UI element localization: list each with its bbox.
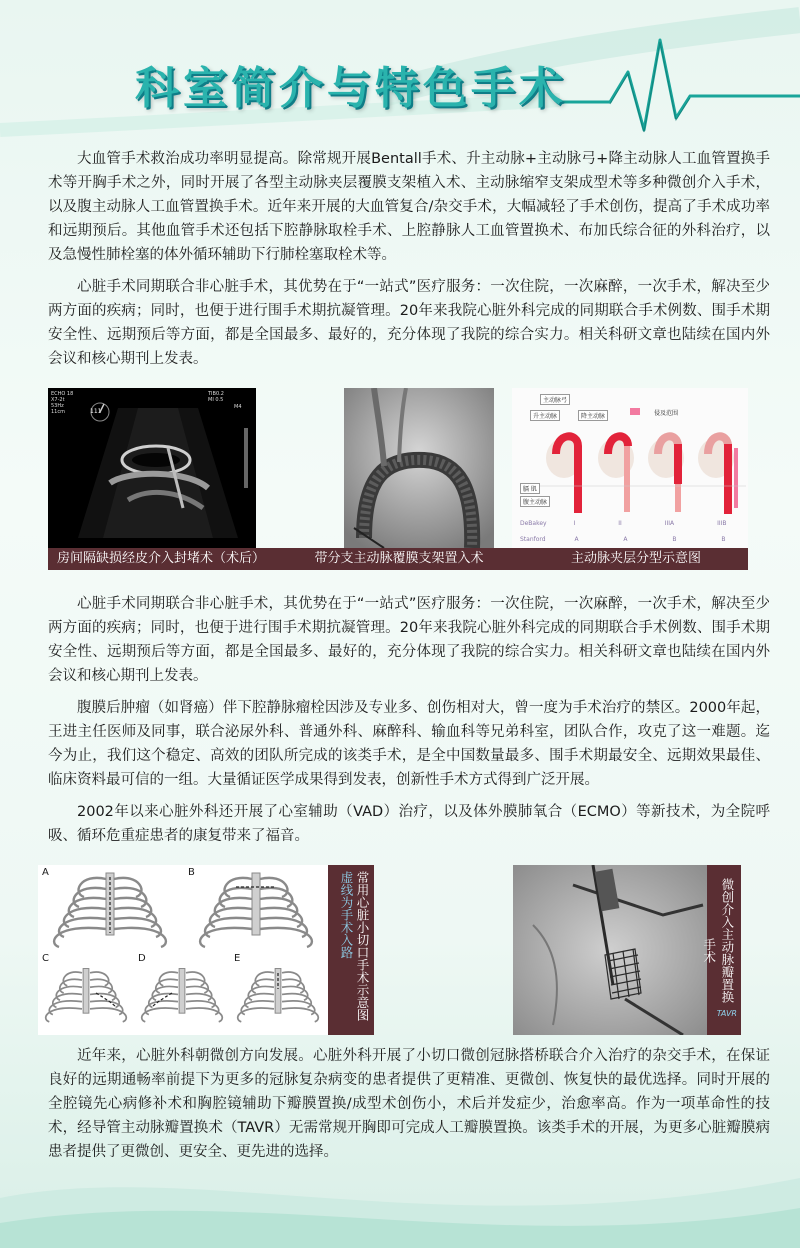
echo-overlay-left: ECHO 18 X7-2t 53Hz 11cm: [51, 391, 74, 415]
intro-paragraph-combined-surgery: 心脏手术同期联合非心脏手术，其优势在于“一站式”医疗服务：一次住院，一次麻醉，一次手术，解决至少两方面的疾病；同时，也便于进行围手术期抗凝管理。20年来我院心脏外科完成的同期联合手术例数、围手术期安全性、远期预后等方面，都是全国最多、最好的，充分体现了我院的综合实力。相关科研文章也陆续在国内外会议和核心期刊上发表。: [48, 279, 770, 367]
row-label-stanford: Stanford: [520, 536, 546, 543]
echo-image: [48, 388, 256, 548]
panel-letter-c: C: [42, 953, 49, 964]
panel-letter-e: E: [234, 953, 241, 964]
tavr-caption: 微创介入主动脉瓣置换 TAVR 手术: [707, 865, 741, 1035]
ribcage-panel-5: [238, 969, 319, 1022]
page-title: 科室简介与特色手术: [135, 63, 567, 114]
label-aortic-arch: 主动脉弓: [540, 394, 570, 405]
ribcage-caption-note: 虚线为手术入路: [339, 871, 354, 959]
echo-overlay-right: TIB0.2 MI 0.5: [208, 391, 224, 403]
legend-extent: 侵及范围: [654, 410, 679, 417]
row-label-debakey: DeBakey: [520, 520, 547, 527]
tavr-tag: TAVR: [716, 1009, 737, 1019]
intro-paragraph-aorta: 大血管手术救治成功率明显提高。除常规开展Bentall手术、升主动脉+主动脉弓+降主动脉人工血管置换手术等开胸手术之外，同时开展了各型主动脉夹层覆膜支架植入术、主动脉缩窄支架成型术等多种微创介入手术，以及腹主动脉人工血管置换手术。近年来开展的大血管复合/杂交手术，大幅减轻了手术创伤，提高了手术成功率和远期预后。其他血管手术还包括下腔静脉取栓手术、上腔静脉人工血管置换术、布加氏综合征的外科治疗，以及急慢性肺栓塞的体外循环辅助下行肺栓塞取栓术等。: [48, 151, 770, 263]
stanford-types: A A B B: [574, 536, 726, 543]
debakey-types: I II IIIA IIIB: [573, 520, 727, 527]
ribcage-panel-2: [200, 873, 312, 947]
aortic-dissection-diagram: [512, 388, 748, 548]
paragraph-combined-surgery-repeat: 心脏手术同期联合非心脏手术，其优势在于“一站式”医疗服务：一次住院，一次麻醉，一次手术，解决至少两方面的疾病；同时，也便于进行围手术期抗凝管理。20年来我院心脏外科完成的同期联合手术例数、围手术期安全性、远期预后等方面，都是全国最多、最好的，充分体现了我院的综合实力。相关科研文章也陆续在国内外会议和核心期刊上发表。: [48, 596, 770, 684]
ribcage-panel-1: [54, 873, 166, 947]
figure-caption-bar: [48, 548, 748, 570]
ribcage-panel-4: [142, 969, 223, 1022]
panel-letter-d: D: [138, 953, 146, 964]
ribcage-caption: 常用心脏小切口手术示意图 虚线为手术入路: [328, 865, 374, 1035]
caption-echo: 房间隔缺损经皮介入封堵术（术后）: [56, 551, 265, 566]
label-abdominal-aorta: 腹主动脉: [520, 496, 550, 507]
label-diaphragm: 膈 肌: [520, 483, 540, 494]
caption-stent: 带分支主动脉覆膜支架置入术: [314, 551, 484, 566]
paragraph-minimally-invasive: 近年来，心脏外科朝微创方向发展。心脏外科开展了小切口微创冠脉搭桥联合介入治疗的杂交手术，在保证良好的远期通畅率前提下为更多的冠脉复杂病变的患者提供了更精准、更微创、恢复快的最优选择。同时开展的全腔镜先心病修补术和胸腔镜辅助下瓣膜置换/成型术创伤小，术后并发症少，治愈率高。作为一项革命性的技术，经导管主动脉瓣置换术（TAVR）无需常规开胸即可完成人工瓣膜置换。该类手术的开展，为更多心脏瓣膜病患者提供了更微创、更安全、更先进的选择。: [48, 1048, 770, 1160]
label-ascending-aorta: 升主动脉: [530, 410, 560, 421]
paragraph-retroperitoneal-tumor: 腹膜后肿瘤（如肾癌）伴下腔静脉瘤栓因涉及专业多、创伤相对大，曾一度为手术治疗的禁区。2000年起，王进主任医师及同事，联合泌尿外科、普通外科、麻醉科、输血科等兄弟科室，团队合作，攻克了这一难题。迄今为止，我们这个稳定、高效的团队所完成的该类手术，是全中国数量最多、围手术期最安全、远期效果最佳、临床资料最可信的一组。大量循证医学成果得到发表，创新性手术方式得到广泛开展。: [48, 700, 770, 788]
ribcage-incision-illustration: [38, 865, 328, 1035]
label-descending-aorta: 降主动脉: [578, 410, 608, 421]
ribcage-panel-3: [46, 969, 127, 1022]
caption-dissection: 主动脉夹层分型示意图: [570, 551, 701, 566]
panel-letter-a: A: [42, 867, 49, 878]
panel-letter-b: B: [188, 867, 195, 878]
echo-side-label: M4: [234, 404, 242, 410]
paragraph-vad-ecmo: 2002年以来心脏外科还开展了心室辅助（VAD）治疗，以及体外膜肺氧合（ECMO）等新技术，为全院呼吸、循环危重症患者的康复带来了福音。: [48, 804, 770, 844]
echo-depth-readout: 111: [90, 408, 102, 415]
stent-xray-image: [344, 388, 494, 548]
tavr-xray-image: [513, 865, 707, 1035]
